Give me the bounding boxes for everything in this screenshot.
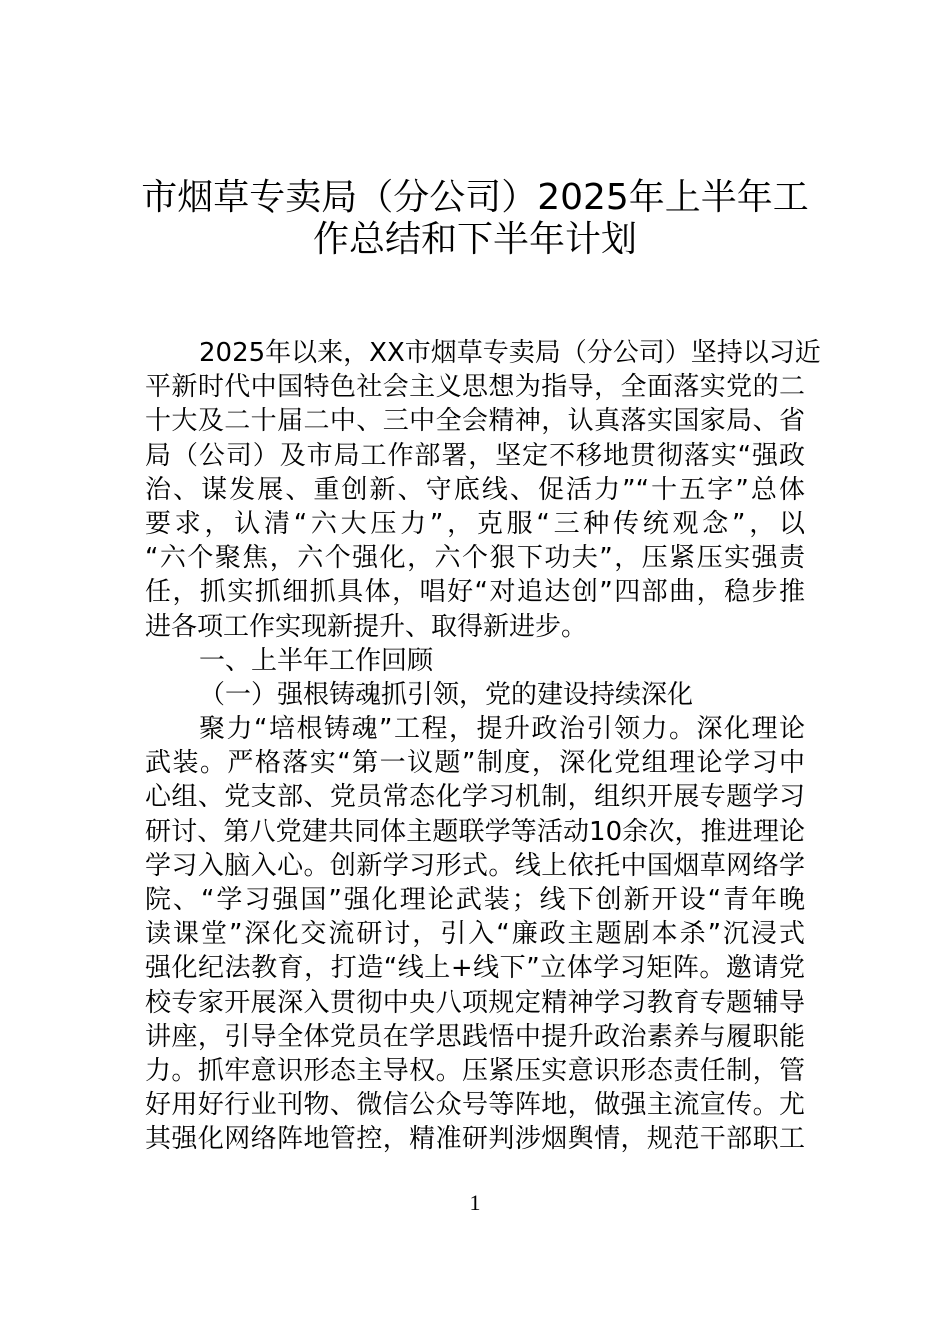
intro-line: 2025年以来，XX市烟草专卖局（分公司）坚持以习近: [199, 338, 821, 368]
document-title-line-2: 作总结和下半年计划: [312, 219, 637, 260]
para-line: 读课堂”深化交流研讨，引入“廉政主题剧本杀”沉浸式: [145, 919, 805, 950]
intro-line: 要求，认清“六大压力”，克服“三种传统观念”，以: [145, 508, 805, 539]
subsection-heading: （一）强根铸魂抓引领，党的建设持续深化: [199, 679, 694, 710]
intro-line: 任，抓实抓细抓具体，唱好“对追达创”四部曲，稳步推: [145, 577, 805, 608]
document-title-line-1: 市烟草专卖局（分公司）2025年上半年工: [141, 177, 809, 218]
para-line: 聚力“培根铸魂”工程，提升政治引领力。深化理论: [199, 714, 805, 745]
para-line: 校专家开展深入贯彻中央八项规定精神学习教育专题辅导: [145, 987, 805, 1018]
para-line: 讲座，引导全体党员在学思践悟中提升政治素养与履职能: [145, 1021, 805, 1052]
para-line: 武装。严格落实“第一议题”制度，深化党组理论学习中: [145, 748, 805, 779]
document-body: [145, 336, 821, 1157]
section-heading: 一、上半年工作回顾: [199, 645, 434, 676]
intro-line: 十大及二十届二中、三中全会精神，认真落实国家局、省: [145, 406, 805, 437]
para-line: 心组、党支部、党员常态化学习机制，组织开展专题学习: [145, 782, 805, 813]
para-line: 学习入脑入心。创新学习形式。线上依托中国烟草网络学: [145, 850, 805, 881]
para-line: 其强化网络阵地管控，精准研判涉烟舆情，规范干部职工: [145, 1124, 805, 1155]
intro-line: 平新时代中国特色社会主义思想为指导，全面落实党的二: [145, 372, 805, 403]
para-line: 研讨、第八党建共同体主题联学等活动10余次，推进理论: [145, 816, 805, 847]
para-line: 好用好行业刊物、微信公众号等阵地，做强主流宣传。尤: [145, 1090, 805, 1121]
intro-line: 进各项工作实现新提升、取得新进步。: [145, 611, 588, 642]
intro-line: “六个聚焦，六个强化，六个狠下功夫”，压紧压实强责: [145, 543, 805, 574]
para-line: 院、“学习强国”强化理论武装；线下创新开设“青年晚: [145, 885, 805, 915]
intro-line: 局（公司）及市局工作部署，坚定不移地贯彻落实“强政: [145, 440, 805, 471]
para-line: 力。抓牢意识形态主导权。压紧压实意识形态责任制，管: [145, 1055, 805, 1086]
para-line: 强化纪法教育，打造“线上+线下”立体学习矩阵。邀请党: [145, 953, 805, 984]
intro-line: 治、谋发展、重创新、守底线、促活力”“十五字”总体: [145, 474, 805, 505]
page-number: 1: [469, 1190, 481, 1215]
